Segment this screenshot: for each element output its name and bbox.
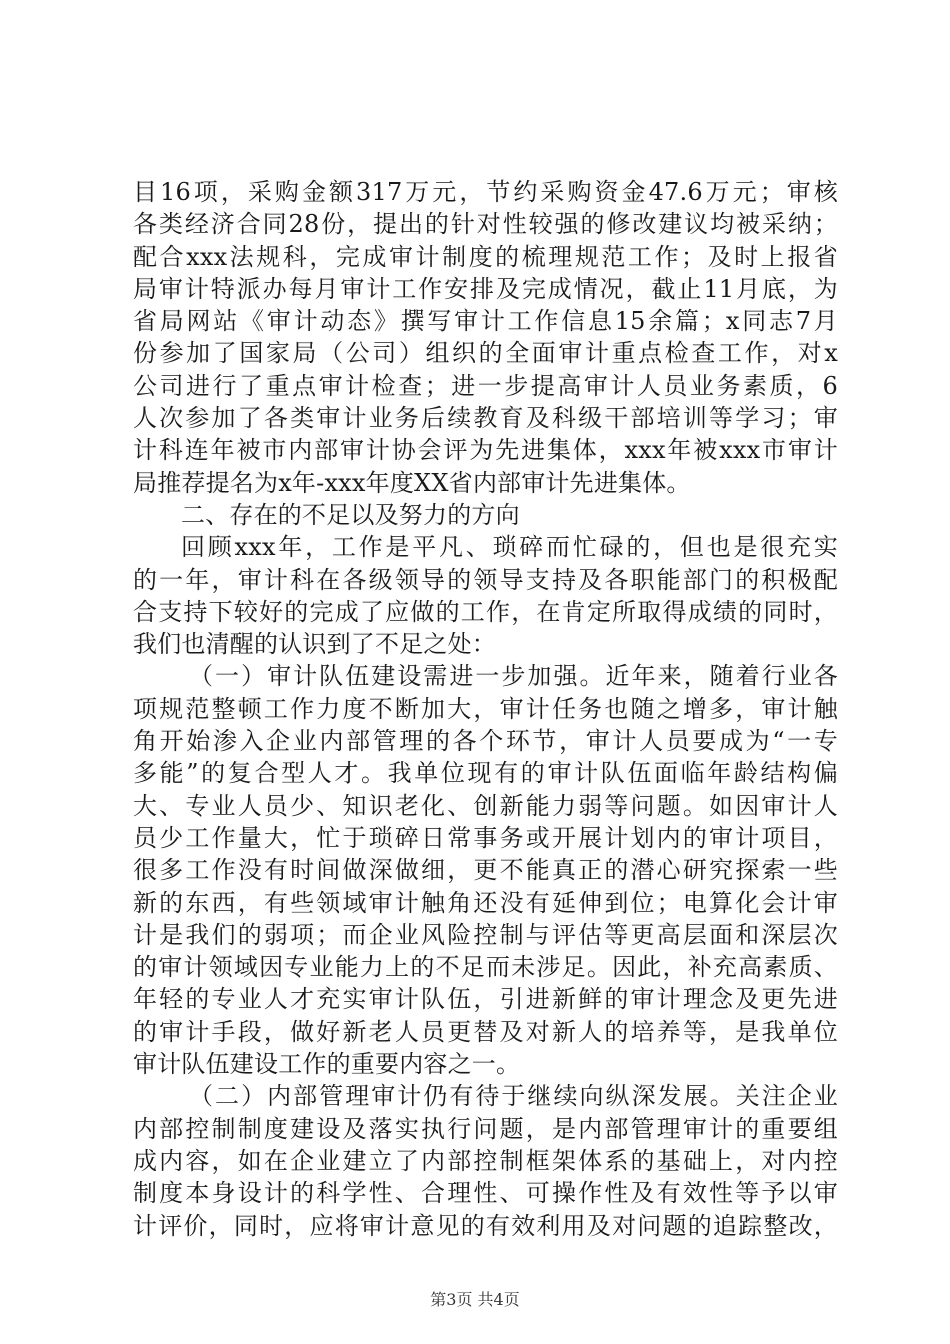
page-number-footer: 第3页 共4页 (430, 1290, 520, 1309)
body-line: 各类经济合同28份，提出的针对性较强的修改建议均被采纳； (133, 210, 838, 239)
body-line: 计是我们的弱项；而企业风险控制与评估等更高层面和深层次 (133, 920, 838, 949)
subsection-heading: （二）内部管理审计仍有待于继续向纵深发展。关注企业 (189, 1082, 838, 1111)
body-line: 计评价，同时，应将审计意见的有效利用及对问题的追踪整改， (133, 1211, 838, 1240)
body-line: 制度本身设计的科学性、合理性、可操作性及有效性等予以审 (133, 1179, 838, 1208)
body-line: 很多工作没有时间做深做细，更不能真正的潜心研究探索一些 (133, 856, 838, 885)
subsection-heading: （一）审计队伍建设需进一步加强。近年来，随着行业各 (189, 662, 838, 691)
body-line: 合支持下较好的完成了应做的工作，在肯定所取得成绩的同时， (133, 597, 838, 626)
section-heading: 二、存在的不足以及努力的方向 (181, 500, 520, 529)
body-line: 项规范整顿工作力度不断加大，审计任务也随之增多，审计触 (133, 694, 838, 723)
body-line: 员少工作量大，忙于琐碎日常事务或开展计划内的审计项目， (133, 823, 838, 852)
body-line: 大、专业人员少、知识老化、创新能力弱等问题。如因审计人 (133, 791, 838, 820)
body-line: 公司进行了重点审计检查；进一步提高审计人员业务素质，6 (133, 371, 838, 400)
body-line: 我们也清醒的认识到了不足之处： (133, 630, 496, 659)
paragraph-start: 回顾xxx年，工作是平凡、琐碎而忙碌的，但也是很充实 (181, 533, 838, 562)
document-body (133, 176, 838, 1242)
body-line: 目16项，采购金额317万元，节约采购资金47.6万元；审核 (133, 178, 838, 206)
body-line: 内部控制制度建设及落实执行问题，是内部管理审计的重要组 (133, 1114, 838, 1143)
body-line: 的一年，审计科在各级领导的领导支持及各职能部门的积极配 (133, 565, 838, 594)
body-line: 计科连年被市内部审计协会评为先进集体，xxx年被xxx市审计 (133, 436, 838, 465)
body-line: 份参加了国家局（公司）组织的全面审计重点检查工作，对x (133, 339, 838, 368)
body-line: 人次参加了各类审计业务后续教育及科级干部培训等学习；审 (133, 404, 838, 433)
body-line: 角开始渗入企业内部管理的各个环节，审计人员要成为“一专 (133, 727, 838, 756)
body-line: 省局网站《审计动态》撰写审计工作信息15余篇；x同志7月 (133, 307, 838, 336)
body-line: 局审计特派办每月审计工作安排及完成情况，截止11月底，为 (133, 274, 838, 303)
body-line: 多能”的复合型人才。我单位现有的审计队伍面临年龄结构偏 (133, 759, 838, 788)
body-line: 新的东西，有些领域审计触角还没有延伸到位；电算化会计审 (133, 888, 838, 917)
body-line: 配合xxx法规科，完成审计制度的梳理规范工作；及时上报省 (133, 242, 838, 271)
body-line: 的审计领域因专业能力上的不足而未涉足。因此，补充高素质、 (133, 953, 838, 982)
body-line: 局推荐提名为x年-xxx年度XX省内部审计先进集体。 (133, 468, 691, 497)
body-line: 成内容，如在企业建立了内部控制框架体系的基础上，对内控 (133, 1146, 838, 1175)
body-line: 审计队伍建设工作的重要内容之一。 (133, 1050, 521, 1079)
body-line: 年轻的专业人才充实审计队伍，引进新鲜的审计理念及更先进 (133, 985, 838, 1014)
body-line: 的审计手段，做好新老人员更替及对新人的培养等，是我单位 (133, 1017, 838, 1046)
